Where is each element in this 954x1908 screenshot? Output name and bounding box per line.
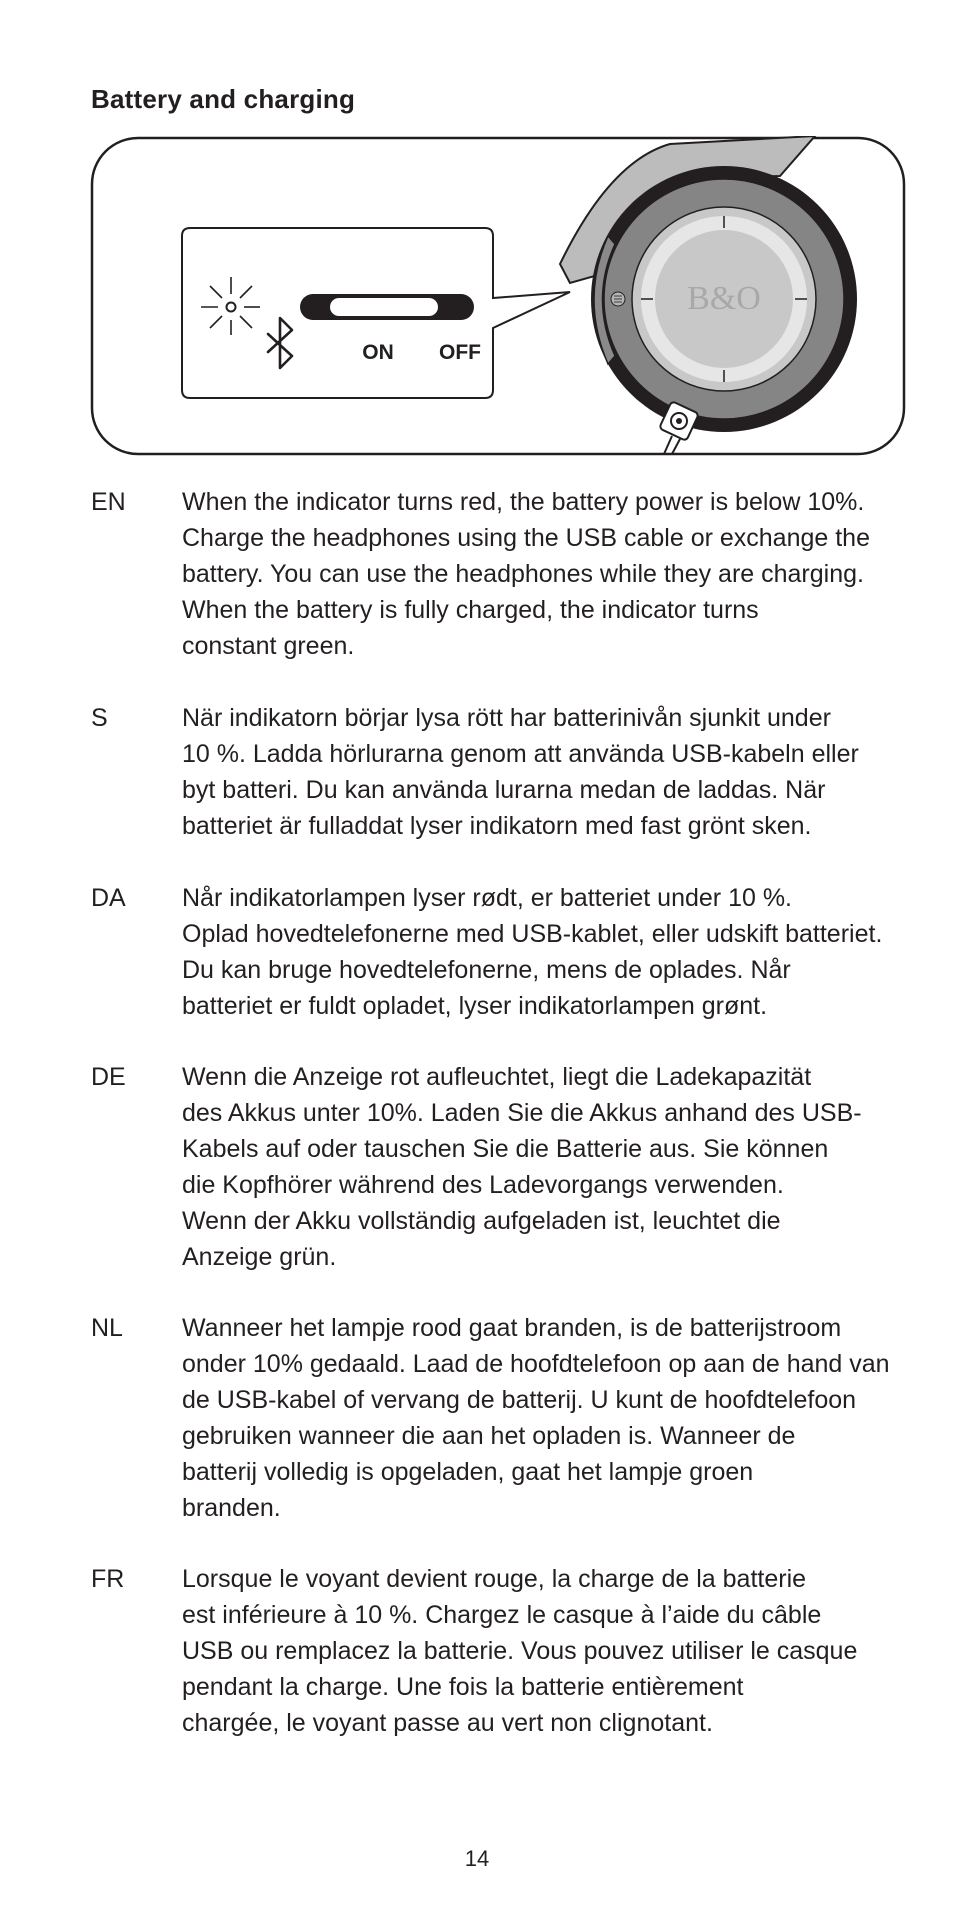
page-title: Battery and charging <box>91 84 356 114</box>
language-code: EN <box>91 488 126 516</box>
page-number: 14 <box>464 1846 490 1871</box>
section-text: When the indicator turns red, the battery power is below 10%. Charge the headphones using the USB cable or exchange the battery. You can use the headphones while they are charging. When the battery is fully charged, the indicator turns constant green. <box>182 488 870 660</box>
section-text: Lorsque le voyant devient rouge, la charge de la batterie est inférieure à 10 %. Chargez le casque à l’aide du câble USB ou remplacez la batterie. Vous pouvez utiliser le casque pendant la charge. Une fois la batterie entièrement chargée, le voyant passe au vert non clignotant. <box>182 1565 858 1737</box>
section-text: Når indikatorlampen lyser rødt, er batteriet under 10 %. Oplad hovedtelefonerne med USB-kablet, eller udskift batteriet. Du kan bruge hovedtelefonerne, mens de oplades. Når batteriet er fuldt opladet, lyser indikatorlampen grønt. <box>182 884 883 1020</box>
section-text: Wenn die Anzeige rot aufleuchtet, liegt die Ladekapazität des Akkus unter 10%. Laden Sie die Akkus anhand des USB- Kabels auf oder tauschen Sie die Batterie aus. Sie können die Kopfhörer während des Ladevorgangs verwenden. Wenn der Akku vollständig aufgeladen ist, leuchtet die Anzeige grün. <box>182 1063 862 1271</box>
language-code: NL <box>91 1314 123 1342</box>
power-switch <box>300 294 474 320</box>
language-code: DE <box>91 1063 126 1091</box>
section-text: När indikatorn börjar lysa rött har batterinivån sjunkit under 10 %. Ladda hörlurarna genom att använda USB-kabeln eller byt batteri. Du kan använda lurarna medan de laddas. När batteriet är fulladdat lyser indikatorn med fast grönt sken. <box>182 704 859 840</box>
headphone-illustration <box>90 136 906 456</box>
section-text: Wanneer het lampje rood gaat branden, is de batterijstroom onder 10% gedaald. Laad de hoofdtelefoon op aan de hand van de USB-kabel of vervang de batterij. U kunt de hoofdtelefoon gebruiken wanneer die aan het opladen is. Wanneer de batterij volledig is opgeladen, gaat het lampje groen branden. <box>182 1314 890 1522</box>
language-code: DA <box>91 884 126 912</box>
switch-off-label: OFF <box>439 341 481 364</box>
switch-on-label: ON <box>362 341 394 364</box>
language-code: FR <box>91 1565 125 1593</box>
bo-logo: B&O <box>687 280 761 317</box>
language-code: S <box>91 704 108 732</box>
